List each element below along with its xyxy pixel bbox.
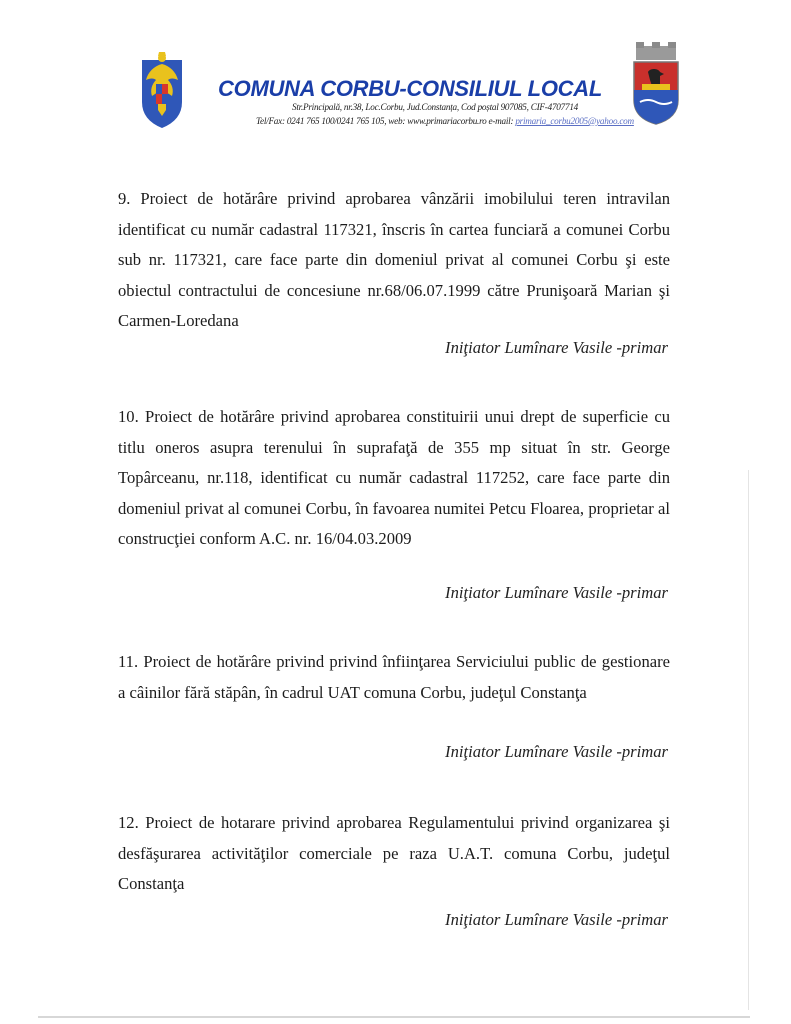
header-address: Str.Principală, nr.38, Loc.Corbu, Jud.Constanța, Cod poștal 907085, CIF-4707714	[292, 102, 579, 112]
scan-edge-line	[748, 470, 749, 1010]
page-bottom-line	[38, 1016, 750, 1018]
header-email-link[interactable]: primaria_corbu2005@yahoo.com	[515, 116, 634, 126]
agenda-item-10: 10. Proiect de hotărâre privind aprobarea constituirii unui drept de superficie cu titlu oneros asupra terenului în suprafaţă de 355 mp situat în str. George Topârceanu, nr.118, identificat cu număr cadastral 117252, care face parte din domeniul privat al comunei Corbu, în favoarea numitei Petcu Floarea, proprietar al construcţiei conform A.C. nr. 16/04.03.2009	[118, 407, 670, 548]
agenda-item-10-initiator: Iniţiator Lumînare Vasile -primar	[445, 583, 668, 602]
agenda-item-12: 12. Proiect de hotarare privind aprobarea Regulamentului privind organizarea şi desfăşurarea activităţilor comerciale pe raza U.A.T. comuna Corbu, judeţul Constanţa	[118, 813, 670, 893]
agenda-item-11: 11. Proiect de hotărâre privind privind înfiinţarea Serviciului public de gestionare a câinilor fără stăpân, în cadrul UAT comuna Corbu, judeţul Constanţa	[118, 652, 670, 702]
header-contact	[256, 116, 634, 126]
agenda-item-12-initiator: Iniţiator Lumînare Vasile -primar	[445, 910, 668, 929]
header-title: COMUNA CORBU-CONSILIUL LOCAL	[218, 76, 602, 101]
romania-coat-of-arms-icon	[136, 50, 188, 130]
header-contact-text: Tel/Fax: 0241 765 100/0241 765 105, web: www.primariacorbu.ro e-mail:	[256, 116, 516, 126]
agenda-item-9: 9. Proiect de hotărâre privind aprobarea vânzării imobilului teren intravilan identificat cu număr cadastral 117321, înscris în cartea funciară a comunei Corbu sub nr. 117321, care face parte din domeniul privat al comunei Corbu şi este obiectul contractului de concesiune nr.68/06.07.1999 către Prunişoară Marian şi Carmen-Loredana	[118, 189, 670, 330]
agenda-item-11-initiator: Iniţiator Lumînare Vasile -primar	[445, 742, 668, 761]
agenda-item-9-initiator: Iniţiator Lumînare Vasile -primar	[445, 338, 668, 357]
corbu-coat-of-arms-icon	[630, 42, 682, 126]
